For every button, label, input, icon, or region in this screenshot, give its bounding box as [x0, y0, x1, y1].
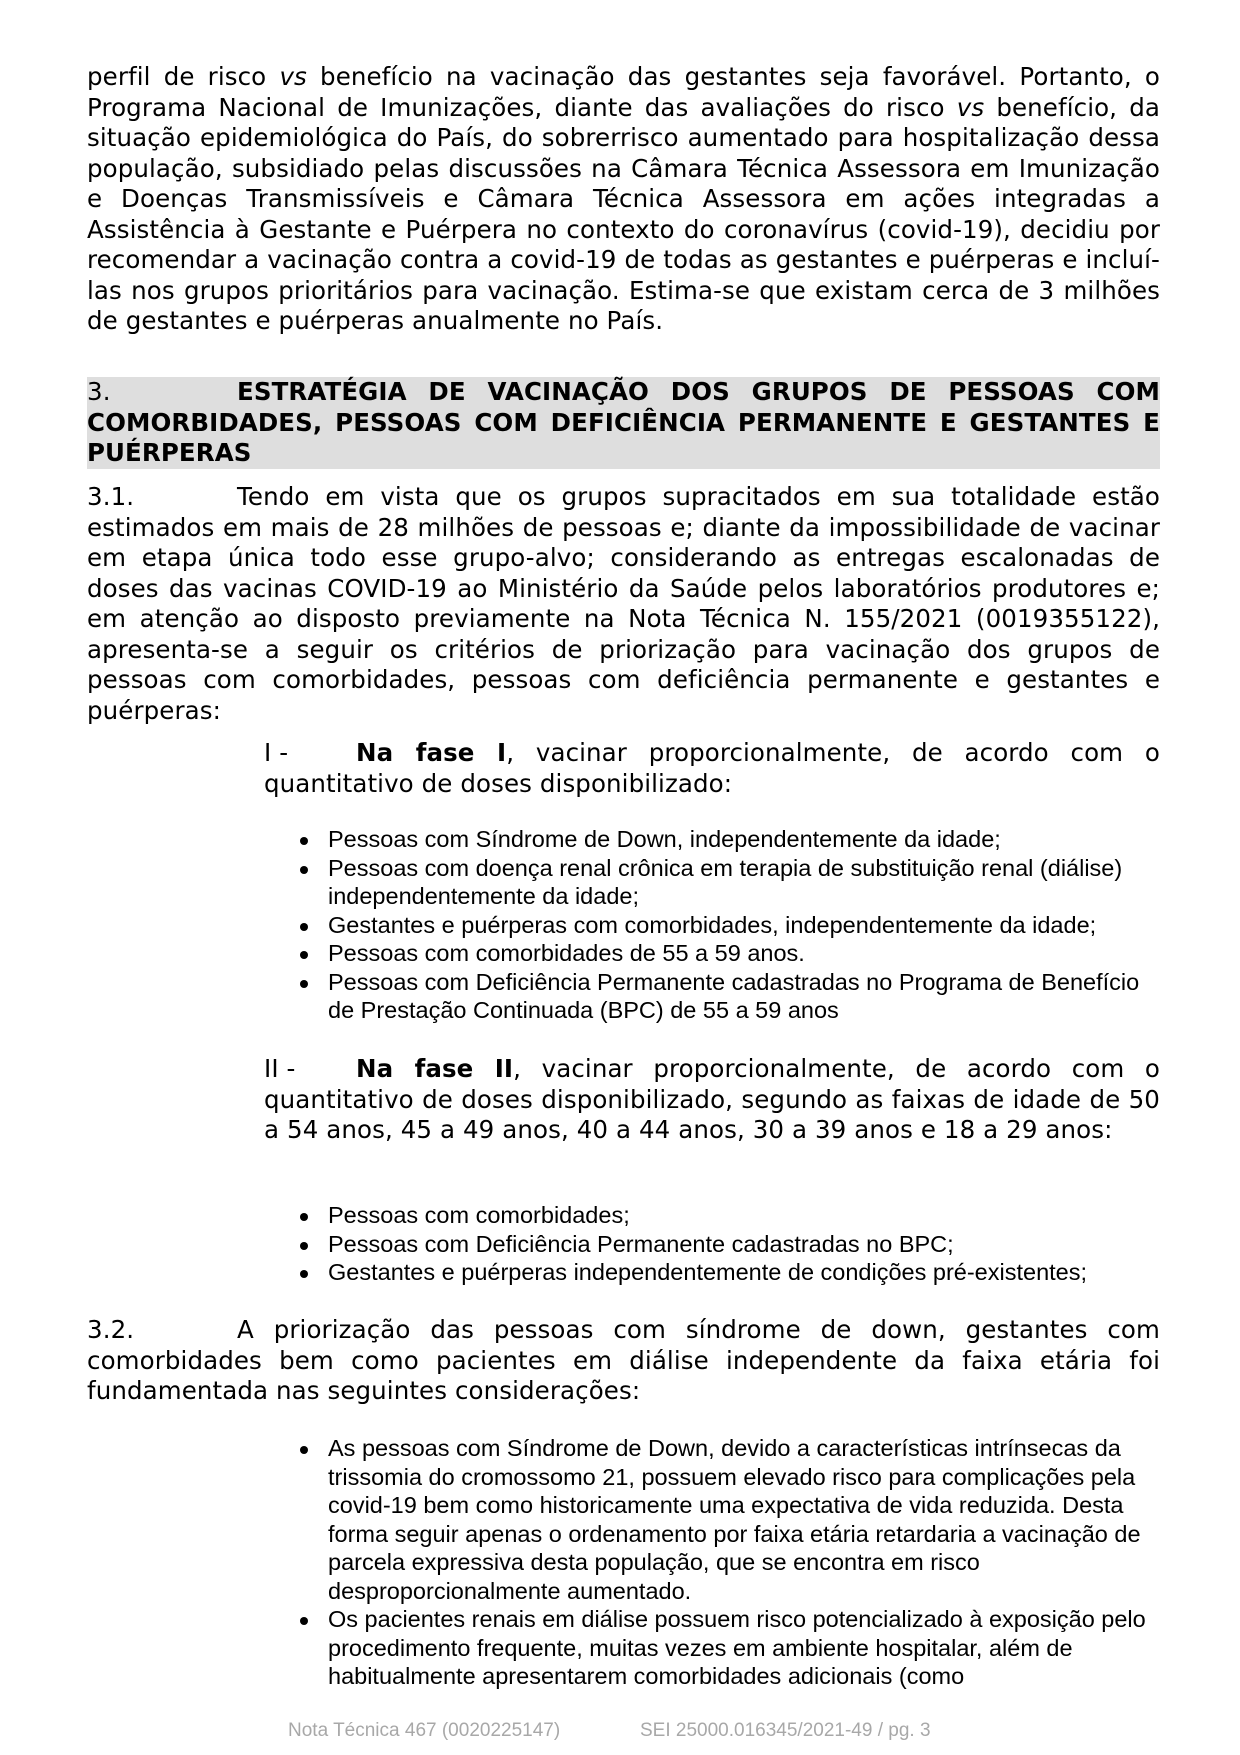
bullet-icon [300, 980, 308, 988]
paragraph-number: 3.2. [87, 1315, 135, 1344]
considerations-list [328, 1434, 1168, 1691]
list-item: Pessoas com doença renal crônica em terapia de substituição renal (diálise) independentemente da idade; [328, 854, 1168, 911]
bullet-icon [300, 1446, 308, 1454]
section-title: ESTRATÉGIA DE VACINAÇÃO DOS GRUPOS DE PESSOAS COM COMORBIDADES, PESSOAS COM DEFICIÊNCIA PERMANENTE E GESTANTES E PUÉRPERAS [87, 377, 1160, 467]
list-item: Gestantes e puérperas independentemente de condições pré-existentes; [328, 1258, 1168, 1287]
paragraph-3-1: 3.1. Tendo em vista que os grupos supracitados em sua totalidade estão estimados em mais de 28 milhões de pessoas e; diante da impossibilidade de vacinar em etapa única todo esse grupo-alvo; considerando as entregas escalonadas de doses das vacinas COVID-19 ao Ministério da Saúde pelos laboratórios produtores e; em atenção ao disposto previamente na Nota Técnica N. 155/2021 (0019355122), apresenta-se a seguir os critérios de priorização para vacinação dos grupos de pessoas com comorbidades, pessoas com deficiência permanente e gestantes e puérperas: [87, 482, 1160, 725]
section-number: 3. [87, 377, 111, 406]
bullet-icon [300, 1617, 308, 1625]
phase-label: II - [264, 1054, 296, 1083]
list-item: Pessoas com comorbidades de 55 a 59 anos. [328, 939, 1168, 968]
footer-sei-page: SEI 25000.016345/2021-49 / pg. 3 [640, 1720, 931, 1741]
phase-2-list [328, 1201, 1168, 1287]
bullet-icon [300, 951, 308, 959]
phase-1-list [328, 825, 1168, 1025]
footer-document-id: Nota Técnica 467 (0020225147) [288, 1720, 561, 1741]
intro-paragraph: perfil de risco vs benefício na vacinação das gestantes seja favorável. Portanto, o Programa Nacional de Imunizações, diante das avaliações do risco vs benefício, da situação epidemiológica do País, do sobrerrisco aumentado para hospitalização dessa população, subsidiado pelas discussões na Câmara Técnica Assessora em Imunização e Doenças Transmissíveis e Câmara Técnica Assessora em ações integradas a Assistência à Gestante e Puérpera no contexto do coronavírus (covid-19), decidiu por recomendar a vacinação contra a covid-19 de todas as gestantes e puérperas e incluí-las nos grupos prioritários para vacinação. Estima-se que existam cerca de 3 milhões de gestantes e puérperas anualmente no País. [87, 62, 1160, 335]
bullet-icon [300, 923, 308, 931]
phase-title: Na fase I [356, 738, 507, 767]
section-3-heading [87, 377, 1160, 469]
list-item: Gestantes e puérperas com comorbidades, independentemente da idade; [328, 911, 1168, 940]
paragraph-3-2: 3.2. A priorização das pessoas com síndrome de down, gestantes com comorbidades bem como pacientes em diálise independente da faixa etária foi fundamentada nas seguintes considerações: [87, 1315, 1160, 1405]
vs-italic: vs [279, 62, 307, 91]
phase-label: I - [264, 738, 289, 767]
list-item: Pessoas com comorbidades; [328, 1201, 1168, 1230]
list-item: Pessoas com Deficiência Permanente cadastradas no BPC; [328, 1230, 1168, 1259]
list-item: Pessoas com Deficiência Permanente cadastradas no Programa de Benefício de Prestação Continuada (BPC) de 55 a 59 anos [328, 968, 1168, 1025]
paragraph-number: 3.1. [87, 482, 135, 511]
bullet-icon [300, 866, 308, 874]
bullet-icon [300, 837, 308, 845]
bullet-icon [300, 1213, 308, 1221]
list-item: Pessoas com Síndrome de Down, independentemente da idade; [328, 825, 1168, 854]
list-item: As pessoas com Síndrome de Down, devido a características intrínsecas da trissomia do cromossomo 21, possuem elevado risco para complicações pela covid-19 bem como historicamente uma expectativa de vida reduzida. Desta forma seguir apenas o ordenamento por faixa etária retardaria a vacinação de parcela expressiva desta população, que se encontra em risco desproporcionalmente aumentado. [328, 1434, 1168, 1605]
bullet-icon [300, 1242, 308, 1250]
list-item: Os pacientes renais em diálise possuem risco potencializado à exposição pelo procedimento frequente, muitas vezes em ambiente hospitalar, além de habitualmente apresentarem comorbidades adicionais (como [328, 1605, 1168, 1691]
phase-2-paragraph: II - Na fase II, vacinar proporcionalmente, de acordo com o quantitativo de doses disponibilizado, segundo as faixas de idade de 50 a 54 anos, 45 a 49 anos, 40 a 44 anos, 30 a 39 anos e 18 a 29 anos: [264, 1054, 1160, 1144]
phase-title: Na fase II [356, 1054, 514, 1083]
bullet-icon [300, 1270, 308, 1278]
vs-italic: vs [956, 92, 985, 122]
phase-1-paragraph: I - Na fase I, vacinar proporcionalmente, de acordo com o quantitativo de doses disponibilizado: [264, 738, 1160, 798]
